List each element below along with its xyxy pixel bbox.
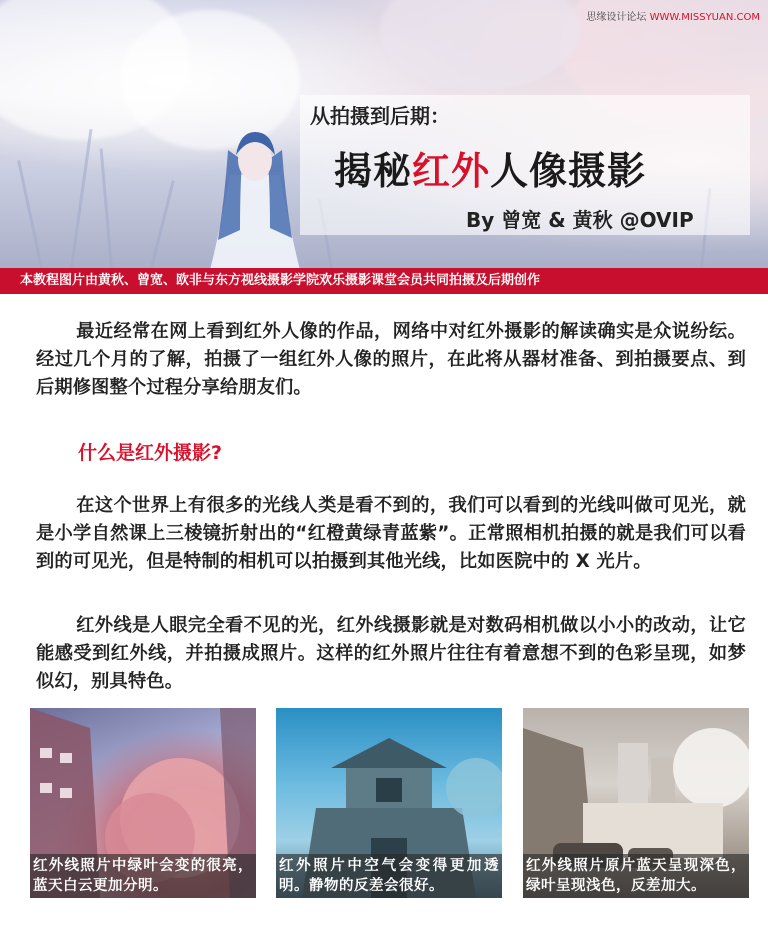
grass-stroke xyxy=(100,148,113,268)
photo-blossom-tree xyxy=(30,708,256,898)
header-banner xyxy=(0,0,768,268)
grass-stroke xyxy=(17,160,43,268)
snow-tree-decoration xyxy=(380,0,580,90)
intro-text: 最近经常在网上看到红外人像的作品，网络中对红外摄影的解读确实是众说纷纭。经过几个月的了解，拍摄了一组红外人像的照片，在此将从器材准备、到拍摄要点、到后期修图整个过程分享给朋友们。 xyxy=(36,321,746,398)
body-paragraph-2 xyxy=(36,612,746,696)
credit-strip: 本教程图片由黄秋、曾宽、欧非与东方视线摄影学院欢乐摄影课堂会员共同拍摄及后期创作 xyxy=(0,268,768,294)
photo-city-street xyxy=(523,708,749,898)
portrait-figure xyxy=(200,120,310,268)
title-highlight: 红外 xyxy=(412,149,491,193)
author-byline: By 曾宽 & 黄秋 @OVIP xyxy=(466,208,694,232)
site-watermark[interactable] xyxy=(586,8,760,23)
article-subtitle: 从拍摄到后期： xyxy=(310,104,450,128)
article-title xyxy=(334,140,646,195)
photo-caption: 红外照片中空气会变得更加透明。静物的反差会很好。 xyxy=(276,854,502,898)
section-heading: 什么是红外摄影? xyxy=(78,442,223,464)
title-part-1: 揭秘 xyxy=(334,149,413,193)
intro-paragraph xyxy=(36,318,746,402)
paragraph-1-text: 在这个世界上有很多的光线人类是看不到的，我们可以看到的光线叫做可见光，就是小学自然课上三棱镜折射出的“红橙黄绿青蓝紫”。正常照相机拍摄的就是我们可以看到的可见光，但是特制的相机可以拍摄到其他光线，比如医院中的 X 光片。 xyxy=(36,495,746,572)
grass-stroke xyxy=(150,180,175,268)
photo-caption: 红外线照片原片蓝天呈现深色，绿叶呈现浅色，反差加大。 xyxy=(523,854,749,898)
body-paragraph-1 xyxy=(36,492,746,576)
photo-bell-tower xyxy=(276,708,502,898)
title-part-2: 人像摄影 xyxy=(490,149,647,193)
grass-stroke xyxy=(70,129,92,268)
photo-caption: 红外线照片中绿叶会变的很亮，蓝天白云更加分明。 xyxy=(30,854,256,898)
watermark-prefix: 思缘设计论坛 xyxy=(586,12,650,23)
watermark-site: WWW.MISSYUAN.COM xyxy=(649,12,760,23)
paragraph-2-text: 红外线是人眼完全看不见的光，红外线摄影就是对数码相机做以小小的改动，让它能感受到红外线，并拍摄成照片。这样的红外照片往往有着意想不到的色彩呈现，如梦似幻，别具特色。 xyxy=(36,615,746,692)
